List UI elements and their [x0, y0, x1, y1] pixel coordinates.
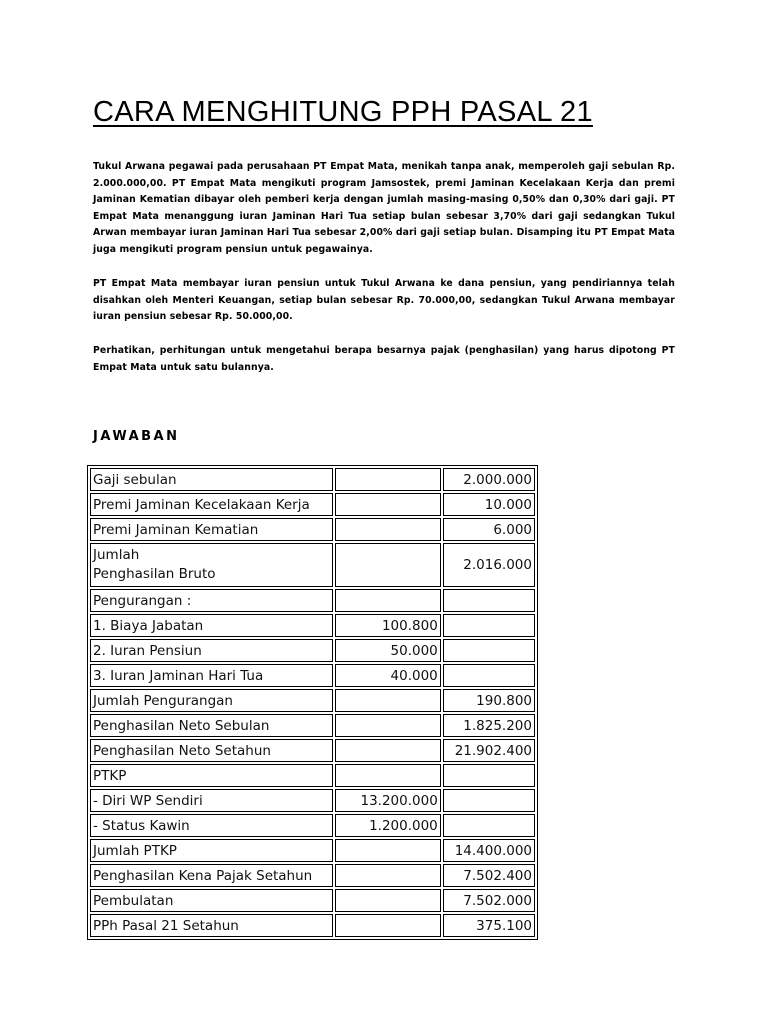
row-subtotal — [335, 493, 441, 516]
row-total — [443, 589, 535, 612]
row-subtotal — [335, 739, 441, 762]
row-total: 7.502.000 — [443, 889, 535, 912]
row-label: Pengurangan : — [90, 589, 333, 612]
table-row — [90, 739, 535, 762]
row-subtotal — [335, 889, 441, 912]
row-label-line-1: Jumlah — [93, 547, 140, 563]
table-row — [90, 814, 535, 837]
table-row — [90, 589, 535, 612]
row-total: 7.502.400 — [443, 864, 535, 887]
row-subtotal — [335, 764, 441, 787]
row-subtotal — [335, 518, 441, 541]
row-subtotal: 100.800 — [335, 614, 441, 637]
row-total — [443, 789, 535, 812]
row-label: Penghasilan Neto Setahun — [90, 739, 333, 762]
row-label — [90, 543, 333, 587]
row-subtotal: 1.200.000 — [335, 814, 441, 837]
row-subtotal: 40.000 — [335, 664, 441, 687]
row-total — [443, 814, 535, 837]
row-label: Pembulatan — [90, 889, 333, 912]
row-label: PTKP — [90, 764, 333, 787]
row-total — [443, 664, 535, 687]
row-total: 14.400.000 — [443, 839, 535, 862]
row-total: 21.902.400 — [443, 739, 535, 762]
row-label: 2. Iuran Pensiun — [90, 639, 333, 662]
row-total — [443, 614, 535, 637]
row-subtotal: 50.000 — [335, 639, 441, 662]
problem-paragraph-1: Tukul Arwana pegawai pada perusahaan PT Empat Mata, menikah tanpa anak, memperoleh gaji sebulan Rp. 2.000.000,00. PT Empat Mata mengikuti program Jamsostek, premi Jaminan Kecelakaan Kerja dan premi Jaminan Kematian dibayar oleh pemberi kerja dengan jumlah masing-masing 0,50% dan 0,30% dari gaji. PT Empat Mata menanggung iuran Jaminan Hari Tua setiap bulan sebesar 3,70% dari gaji sedangkan Tukul Arwan membayar iuran Jaminan Hari Tua sebesar 2,00% dari gaji setiap bulan. Disamping itu PT Empat Mata juga mengikuti program pensiun untuk pegawainya. — [93, 161, 675, 255]
row-subtotal — [335, 689, 441, 712]
row-total: 6.000 — [443, 518, 535, 541]
row-label: Jumlah PTKP — [90, 839, 333, 862]
row-label: - Diri WP Sendiri — [90, 789, 333, 812]
row-subtotal — [335, 589, 441, 612]
row-label: Gaji sebulan — [90, 468, 333, 491]
table-row — [90, 468, 535, 491]
problem-paragraph-2: PT Empat Mata membayar iuran pensiun untuk Tukul Arwana ke dana pensiun, yang pendiriannya telah disahkan oleh Menteri Keuangan, setiap bulan sebesar Rp. 70.000,00, sedangkan Tukul Arwana membayar iuran pensiun sebesar Rp. 50.000,00. — [93, 278, 675, 323]
table-row — [90, 789, 535, 812]
row-subtotal — [335, 543, 441, 587]
table-row — [90, 839, 535, 862]
row-label: Jumlah Pengurangan — [90, 689, 333, 712]
row-label: 1. Biaya Jabatan — [90, 614, 333, 637]
row-subtotal: 13.200.000 — [335, 789, 441, 812]
table-row — [90, 518, 535, 541]
table-row — [90, 543, 535, 587]
answer-heading: JAWABAN — [93, 429, 180, 444]
row-total: 375.100 — [443, 914, 535, 937]
row-total: 190.800 — [443, 689, 535, 712]
table-row — [90, 493, 535, 516]
problem-paragraph-3: Perhatikan, perhitungan untuk mengetahui berapa besarnya pajak (penghasilan) yang harus dipotong PT Empat Mata untuk satu bulannya. — [93, 345, 675, 373]
table-row — [90, 689, 535, 712]
table-row — [90, 714, 535, 737]
row-label: - Status Kawin — [90, 814, 333, 837]
row-total: 10.000 — [443, 493, 535, 516]
table-row — [90, 864, 535, 887]
tax-calculation-table — [87, 465, 538, 940]
row-total — [443, 764, 535, 787]
table-row — [90, 639, 535, 662]
table-row — [90, 914, 535, 937]
table-row — [90, 664, 535, 687]
row-label: Premi Jaminan Kecelakaan Kerja — [90, 493, 333, 516]
row-total: 1.825.200 — [443, 714, 535, 737]
row-total: 2.016.000 — [443, 543, 535, 587]
row-subtotal — [335, 468, 441, 491]
row-subtotal — [335, 714, 441, 737]
table-row — [90, 614, 535, 637]
row-label: Penghasilan Neto Sebulan — [90, 714, 333, 737]
page-title: CARA MENGHITUNG PPH PASAL 21 — [93, 96, 593, 128]
row-total: 2.000.000 — [443, 468, 535, 491]
row-total — [443, 639, 535, 662]
row-subtotal — [335, 914, 441, 937]
row-label: Premi Jaminan Kematian — [90, 518, 333, 541]
row-subtotal — [335, 864, 441, 887]
table-row — [90, 764, 535, 787]
row-label: Penghasilan Kena Pajak Setahun — [90, 864, 333, 887]
row-label-line-2: Penghasilan Bruto — [93, 566, 216, 582]
row-label: 3. Iuran Jaminan Hari Tua — [90, 664, 333, 687]
row-subtotal — [335, 839, 441, 862]
row-label: PPh Pasal 21 Setahun — [90, 914, 333, 937]
table-row — [90, 889, 535, 912]
